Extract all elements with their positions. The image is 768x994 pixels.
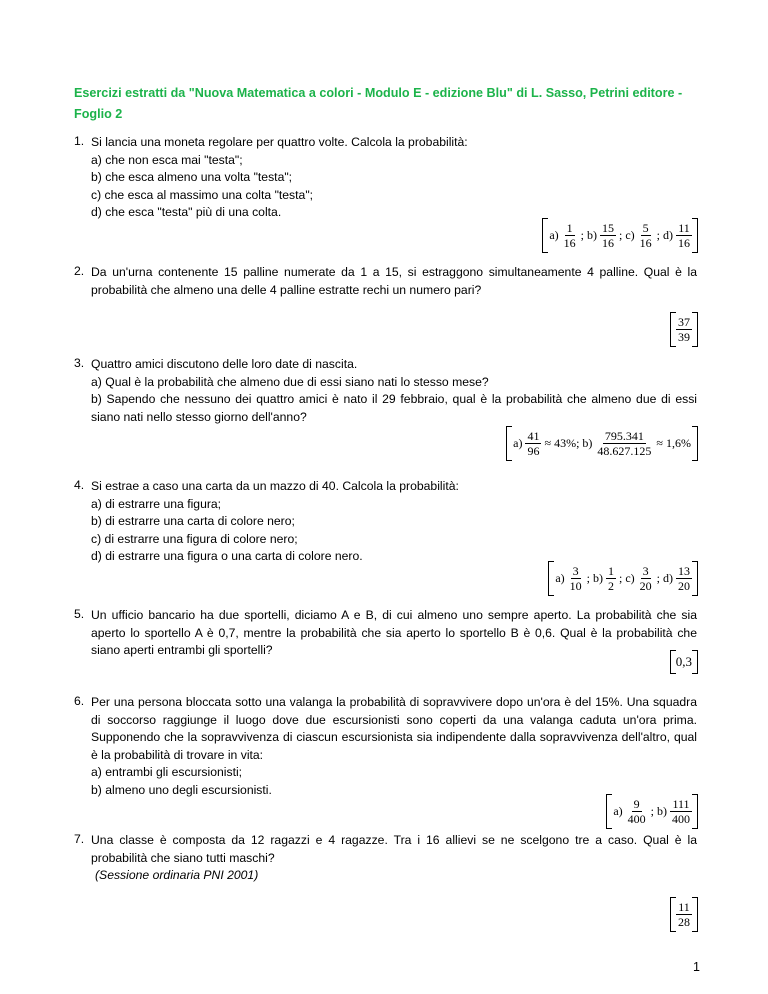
question-7-number: 7. xyxy=(74,832,85,846)
question-1-number: 1. xyxy=(74,134,85,148)
fraction: $\frac{3}{20}$ xyxy=(639,564,652,593)
question-7-note: (Sessione ordinaria PNI 2001) xyxy=(95,868,259,882)
page-number: 1 xyxy=(693,960,700,974)
answer-label: ; c) xyxy=(619,228,635,242)
question-3-text xyxy=(91,356,697,426)
question-4-number: 4. xyxy=(74,478,85,492)
fraction: $\frac{11}{16}$ xyxy=(678,221,690,250)
answer-label: ; d) xyxy=(656,228,673,242)
fraction: $\frac{1}{16}$ xyxy=(563,221,576,250)
question-2-number: 2. xyxy=(74,264,85,278)
question-5-text: Un ufficio bancario ha due sportelli, diciamo A e B, di cui almeno uno sempre aperto. La probabilità che sia aperto lo sportello A è 0,7, mentre la probabilità che sia aperto lo sportello B è 0,6. Qual è la probabilità che siano aperti entrambi gli sportelli? xyxy=(91,608,697,657)
question-4-line: a) di estrarre una figura; xyxy=(91,496,222,511)
answer-label: ≈ 1,6% xyxy=(656,436,691,450)
question-1-line: d) che esca "testa" più di una colta. xyxy=(91,205,282,219)
question-3-line: b) Sapendo che nessuno dei quattro amici è nato il 29 febbraio, qual è la probabilità che almeno due di essi siano nati nello stesso giorno dell'anno? xyxy=(91,392,697,424)
fraction: $\frac{13}{20}$ xyxy=(678,564,690,593)
answer-label: ; d) xyxy=(656,571,673,585)
fraction: $\frac{37}{39}$ xyxy=(678,315,690,344)
question-6-paragraph: Per una persona bloccata sotto una valanga la probabilità di sopravvivere dopo un'ora è del 15%. Una squadra di soccorso raggiunge il luogo dove due escursionisti sono coperti da una valanga caduta un'ora prima. Supponendo che la sopravvivenza di ciascun escursionista sia indipendente dalla sopravvivenza dell'altro, qual è la probabilità di trovare in vita: xyxy=(91,695,697,762)
question-4-text xyxy=(91,478,697,566)
question-6-line: a) entrambi gli escursionisti; xyxy=(91,765,243,779)
question-4-line: Si estrae a caso una carta da un mazzo di 40. Calcola la probabilità: xyxy=(91,479,459,493)
question-1-line: b) che esca almeno una volta "testa"; xyxy=(91,170,293,184)
question-3-line: Quattro amici discutono delle loro date di nascita. xyxy=(91,357,358,371)
question-3-number: 3. xyxy=(74,356,85,370)
question-1-answer xyxy=(542,218,698,253)
question-7-answer xyxy=(670,897,698,932)
fraction: $\frac{1}{2}$ xyxy=(608,564,614,593)
question-3-line: a) Qual è la probabilità che almeno due di essi siano nati lo stesso mese? xyxy=(91,374,489,389)
answer-label: a) xyxy=(549,228,559,242)
answer-value: 0,3 xyxy=(675,654,692,669)
question-6-number: 6. xyxy=(74,694,85,708)
fraction: $\frac{41}{96}$ xyxy=(527,429,540,458)
question-1-line: c) che esca al massimo una colta "testa"; xyxy=(91,187,314,202)
fraction: $\frac{9}{400}$ xyxy=(627,797,646,826)
question-4-line: d) di estrarre una figura o una carta di colore nero. xyxy=(91,549,363,563)
question-7-paragraph: Una classe è composta da 12 ragazzi e 4 ragazze. Tra i 16 allievi se ne scelgono tre a caso. Qual è la probabilità che siano tutti maschi? xyxy=(91,833,697,865)
answer-label: ; b) xyxy=(580,228,597,242)
question-1-line: Si lancia una moneta regolare per quattro volte. Calcola la probabilità: xyxy=(91,135,468,149)
answer-label: ; b) xyxy=(586,571,603,585)
question-4-line: c) di estrarre una figura di colore nero; xyxy=(91,531,298,546)
answer-label: a) xyxy=(555,571,565,585)
question-2-answer xyxy=(670,312,698,347)
question-6-answer xyxy=(606,794,698,829)
answer-label: a) xyxy=(613,804,623,818)
answer-label: ; c) xyxy=(619,571,635,585)
fraction: $\frac{15}{16}$ xyxy=(602,221,614,250)
page-title: Esercizi estratti da "Nuova Matematica a colori - Modulo E - edizione Blu" di L. Sasso, Petrini editore - Foglio 2 xyxy=(74,86,683,121)
fraction: $\frac{5}{16}$ xyxy=(639,221,652,250)
fraction: $\frac{11}{28}$ xyxy=(678,900,690,929)
question-1-text xyxy=(91,134,697,222)
answer-label: ; b) xyxy=(650,804,667,818)
question-2-text: Da un'urna contenente 15 palline numerate da 1 a 15, si estraggono simultaneamente 4 palline. Qual è la probabilità che almeno una delle 4 palline estratte rechi un numero pari? xyxy=(91,265,697,297)
question-3-answer xyxy=(506,426,698,461)
question-5-number: 5. xyxy=(74,607,85,621)
question-4-line: b) di estrarre una carta di colore nero; xyxy=(91,514,295,528)
question-4-answer xyxy=(548,561,698,596)
fraction: $\frac{3}{10}$ xyxy=(569,564,582,593)
fraction: $\frac{111}{400}$ xyxy=(672,797,690,826)
question-6-line: b) almeno uno degli escursionisti. xyxy=(91,782,272,797)
question-1-line: a) che non esca mai "testa"; xyxy=(91,152,243,167)
question-5-answer xyxy=(670,650,698,674)
question-7-text xyxy=(91,832,697,885)
answer-label: a) xyxy=(513,436,523,450)
question-6-text xyxy=(91,694,697,799)
answer-label: ≈ 43%; b) xyxy=(544,436,593,450)
fraction: $\frac{795.341}{48.627.125}$ xyxy=(597,429,652,458)
